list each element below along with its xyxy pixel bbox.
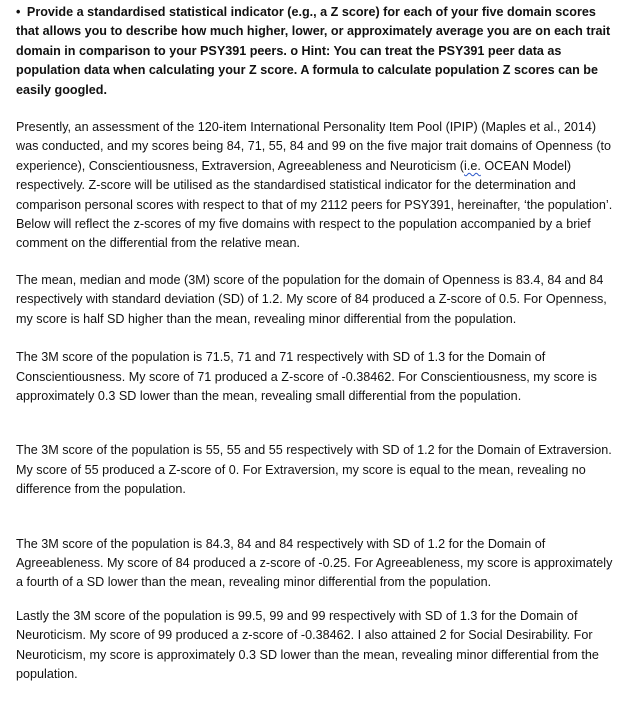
intro-text-start: Presently, an assessment of the 120-item International Personality Item Pool (IPIP) (Maples et al., 2014) was conducted, and my scores being 84, 71, 55, 84 and 99 on the five major trait domains of Openness (to experience), Conscientiousness, Extraversion, Agreeableness and Neuroticism ( — [16, 120, 612, 173]
question-text: Provide a standardised statistical indicator (e.g., a Z score) for each of your five domain scores that allows you to describe how much higher, lower, or approximately average you are on each trait domain in comparison to your PSY391 peers. o Hint: You can treat the PSY391 peer data as population data when calculating your Z score. A formula to calculate population Z scores can be easily googled. — [16, 5, 611, 97]
assignment-question — [16, 3, 621, 100]
openness-paragraph: The mean, median and mode (3M) score of the population for the domain of Openness is 83.4, 84 and 84 respectively with standard deviation (SD) of 1.2. My score of 84 produced a Z-score of 0.5. For Openness, my score is half SD higher than the mean, revealing minor differential from the population. — [16, 272, 607, 326]
bullet-icon: • — [16, 5, 21, 19]
extraversion-paragraph: The 3M score of the population is 55, 55 and 55 respectively with SD of 1.2 for the Domain of Extraversion. My score of 55 produced a Z-score of 0. For Extraversion, my score is equal to the mean, revealing no difference from the population. — [16, 443, 612, 497]
neuroticism-paragraph: Lastly the 3M score of the population is 99.5, 99 and 99 respectively with SD of 1.3 for the Domain of Neuroticism. My score of 99 produced a z-score of -0.38462. I also attained 2 for Social Desirability. For Neuroticism, my score is approximately 0.3 SD lower than the mean, revealing minor differential from the population. — [16, 608, 599, 681]
spellcheck-flagged-word[interactable]: i.e. — [464, 158, 481, 173]
document-page — [16, 3, 621, 684]
conscientiousness-paragraph: The 3M score of the population is 71.5, 71 and 71 respectively with SD of 1.3 for the Domain of Conscientiousness. My score of 71 produced a Z-score of -0.38462. For Conscientiousness, my score is approximately 0.3 SD lower than the mean, revealing small differential from the population. — [16, 350, 597, 403]
intro-paragraph — [16, 118, 621, 254]
agreeableness-paragraph: The 3M score of the population is 84.3, 84 and 84 respectively with SD of 1.2 for the Domain of Agreeableness. My score of 84 produced a z-score of -0.25. For Agreeableness, my score is approximately a fourth of a SD lower than the mean, revealing minor differential from the population. — [16, 536, 613, 590]
intro-text-end: OCEAN Model) respectively. Z-score will be utilised as the standardised statistical indicator for the determination and comparison personal scores with respect to that of my 2112 peers for PSY391, hereinafter, ‘the population’. Below will reflect the z-scores of my five domains with respect to the population accompanied by a brief comment on the differential from the relative mean. — [16, 158, 613, 251]
